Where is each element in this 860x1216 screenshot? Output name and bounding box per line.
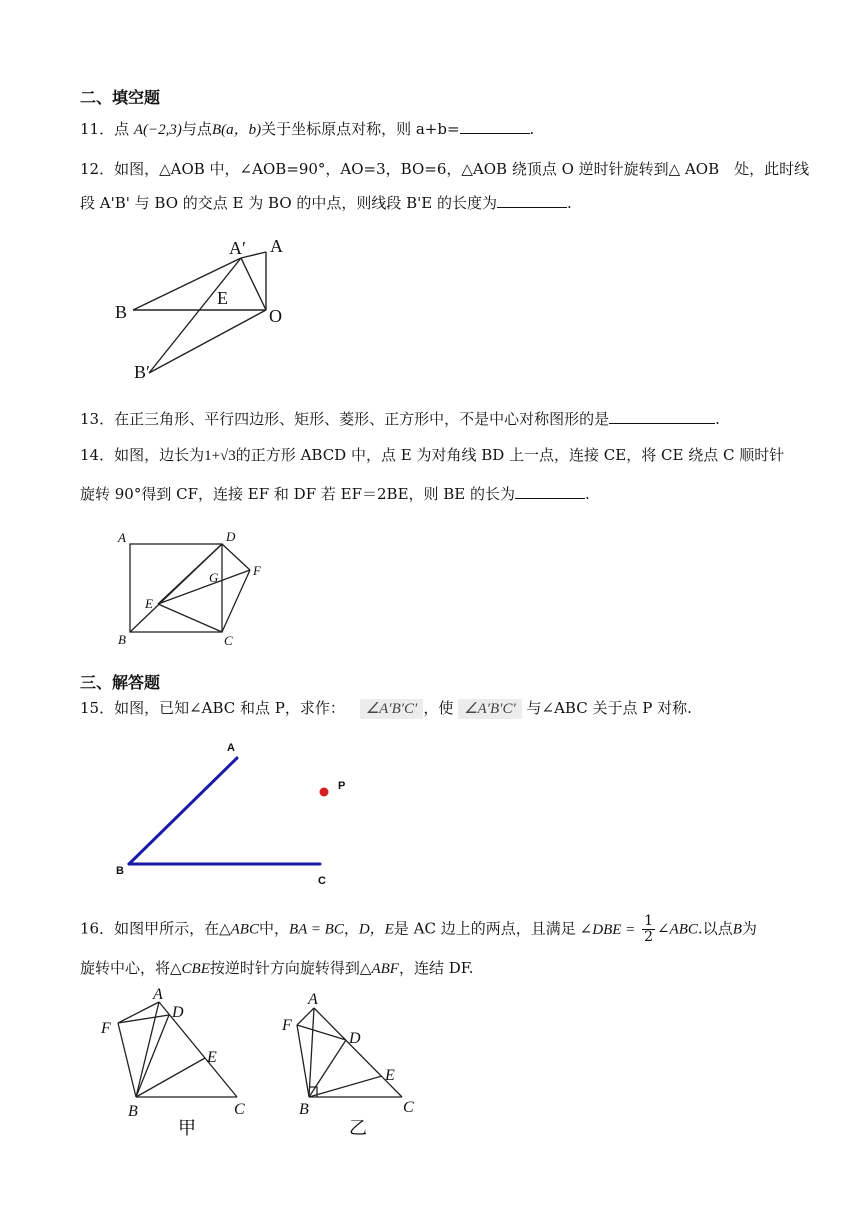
- q14-segment-ec: [158, 604, 222, 632]
- q15-label-c: C: [318, 875, 326, 887]
- yi-segment-ba: [309, 1008, 314, 1097]
- question-15: [80, 698, 692, 719]
- q14-label-d: D: [226, 529, 236, 544]
- q16-fraction-den: 2: [644, 929, 654, 945]
- q16-t4: .以点: [697, 919, 733, 938]
- q15-angle-chip-1: ∠A′B′C′: [360, 699, 424, 719]
- question-16-line1: [80, 914, 757, 945]
- q16-t2: ，: [343, 919, 359, 938]
- section-2-title: 二、填空题: [80, 88, 161, 107]
- q15-point-p: [320, 788, 329, 797]
- question-13: [80, 408, 720, 429]
- q14-label-b: B: [118, 632, 126, 647]
- q16-triangle-cbe: △CBE: [170, 961, 210, 977]
- question-14-line2: [80, 483, 590, 504]
- section-3-title: 三、解答题: [80, 673, 161, 692]
- yi-label-f: F: [282, 1017, 292, 1034]
- q14-pre: 14．如图，边长为: [80, 446, 205, 464]
- yi-caption: 乙: [349, 1118, 367, 1139]
- q14-label-e: E: [145, 596, 153, 611]
- yi-label-e: E: [385, 1067, 395, 1084]
- jia-segment-be: [136, 1058, 205, 1097]
- q16-line2-pre: 旋转中心，将: [80, 959, 171, 977]
- q16-angle-dbe: ∠DBE =: [579, 921, 636, 938]
- q12-label-o: O: [269, 306, 282, 326]
- q15-angle-chip-2: ∠A′B′C′: [458, 699, 522, 719]
- q16-line2-mid: 按逆时针方向旋转得到: [209, 959, 360, 977]
- q12-line2-text: 段 A'B' 与 BO 的交点 E 为 BO 的中点，则线段 B'E 的长度为: [80, 194, 498, 212]
- q16-pre: 16．如图甲所示，在: [80, 919, 220, 938]
- q16-triangle-abc: △ABC: [219, 921, 259, 938]
- q14-figure: [110, 528, 270, 648]
- question-16-line2: [80, 958, 474, 979]
- q11-pre: 点: [114, 120, 130, 138]
- yi-segment-fb: [297, 1025, 309, 1097]
- q12-end: .: [567, 194, 572, 212]
- q14-label-g: G: [209, 570, 219, 585]
- q15-label-b: B: [116, 865, 124, 877]
- q14-label-c: C: [224, 633, 233, 648]
- q16-figure-yi: [275, 982, 430, 1142]
- q14-label-a: A: [118, 530, 126, 545]
- yi-label-a: A: [308, 991, 318, 1008]
- q14-label-f: F: [253, 563, 261, 578]
- q16-t1: 中，: [258, 919, 289, 938]
- q12-label-b-prime: B′: [134, 362, 150, 382]
- yi-segment-fa: [297, 1008, 314, 1025]
- q11-number: 11．: [80, 120, 115, 138]
- q14-post: 的正方形 ABCD 中，点 E 为对角线 BD 上一点，连接 CE，将 CE 绕点 C 顺时针: [235, 446, 785, 464]
- q12-label-a: A: [270, 236, 283, 256]
- q15-post: 与∠ABC 关于点 P 对称.: [526, 699, 692, 717]
- question-14-line1: [80, 445, 784, 466]
- q11-post: 关于坐标原点对称，则 a+b=: [261, 120, 460, 138]
- q15-label-a: A: [227, 742, 235, 754]
- q12-figure: [100, 228, 300, 386]
- q13-answer-blank[interactable]: [609, 408, 715, 424]
- q12-label-b: B: [115, 302, 128, 322]
- q16-points-de: D，E: [358, 921, 394, 938]
- jia-label-a: A: [153, 986, 163, 1003]
- q11-point-b: B(a，b): [211, 122, 262, 138]
- q11-point-a: A(−2,3): [133, 122, 182, 138]
- q15-mid: ，使: [423, 699, 454, 717]
- q16-line2-post: ，连结 DF.: [398, 959, 474, 977]
- q16-figure-jia: [95, 982, 265, 1142]
- q16-t3: 是 AC 边上的两点，且满足: [393, 919, 576, 938]
- q12-segment-b1o: [149, 310, 266, 373]
- q14-segment-df: [222, 544, 250, 570]
- question-12-line1: 12．如图，△AOB 中，∠AOB=90°，AO=3，BO=6，△AOB 绕顶点 O 逆时针旋转到△ AOB 处，此时线: [80, 160, 810, 178]
- q15-figure: [110, 738, 360, 888]
- q16-triangle-abf: △ABF: [359, 961, 399, 977]
- q14-line2-text: 旋转 90°得到 CF，连接 EF 和 DF 若 EF＝2BE，则 BE 的长为: [80, 485, 516, 503]
- yi-label-d: D: [349, 1030, 361, 1047]
- jia-caption: 甲: [178, 1118, 196, 1139]
- question-12-line2: [80, 192, 572, 213]
- jia-segment-ac: [159, 1002, 237, 1097]
- jia-segment-fb: [118, 1023, 136, 1097]
- q13-text: 13．在正三角形、平行四边形、矩形、菱形、正方形中，不是中心对称图形的是: [80, 410, 610, 428]
- q11-end: .: [529, 120, 535, 138]
- q14-segment-ef: [158, 570, 250, 604]
- q15-pre: 15．如图，已知∠ABC 和点 P，求作：: [80, 699, 345, 717]
- q14-side: 1+√3: [204, 448, 236, 464]
- q11-mid: 与点: [181, 120, 212, 138]
- jia-label-c: C: [234, 1101, 245, 1118]
- jia-label-b: B: [128, 1103, 138, 1120]
- q16-t5: 为: [741, 919, 757, 938]
- q12-label-a-prime: A′: [229, 238, 246, 258]
- q14-end: .: [585, 485, 590, 503]
- q15-ray-ba: [129, 758, 237, 864]
- question-11: [80, 118, 534, 140]
- q12-label-e: E: [217, 288, 228, 308]
- yi-label-b: B: [299, 1101, 309, 1118]
- q15-label-p: P: [338, 780, 346, 792]
- q16-eq-ba-bc: BA = BC: [288, 921, 344, 938]
- jia-label-f: F: [101, 1020, 111, 1037]
- q16-point-b: B: [732, 921, 742, 938]
- q11-answer-blank[interactable]: [460, 118, 530, 134]
- q14-answer-blank[interactable]: [515, 483, 585, 499]
- q13-end: .: [715, 410, 720, 428]
- q12-segment-a1b1: [149, 258, 241, 373]
- jia-label-e: E: [207, 1049, 217, 1066]
- yi-label-c: C: [403, 1099, 414, 1116]
- jia-label-d: D: [172, 1004, 184, 1021]
- q16-fraction: [642, 914, 655, 945]
- q16-angle-abc: ∠ABC: [657, 921, 698, 938]
- q16-fraction-num: 1: [644, 913, 654, 929]
- q12-answer-blank[interactable]: [497, 192, 567, 208]
- q12-segment-a1o: [241, 258, 266, 310]
